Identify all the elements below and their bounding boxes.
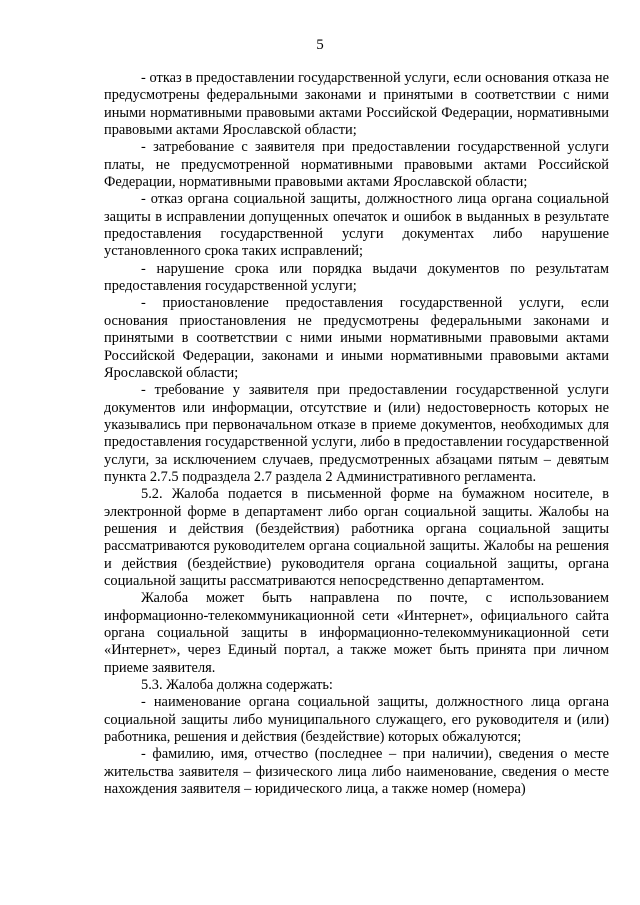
paragraph: - отказ органа социальной защиты, должностного лица органа социальной защиты в исправлении допущенных опечаток и ошибок в выданных в результате предоставления государственной услуги документах либо нарушение установленного срока таких исправлений; (104, 191, 609, 260)
page-number: 5 (316, 37, 324, 53)
paragraph: - приостановление предоставления государственной услуги, если основания приостановления не предусмотрены федеральными законами и принятыми в соответствии с ними иными нормативными правовыми актами Российской Федерации, законами и иными нормативными правовыми актами Ярославской области; (104, 295, 609, 381)
paragraph: - фамилию, имя, отчество (последнее – при наличии), сведения о месте жительства заявителя – физического лица либо наименование, сведения о месте нахождения заявителя – юридического лица, а также номер (номера) (104, 746, 609, 798)
paragraph: - затребование с заявителя при предоставлении государственной услуги платы, не предусмотренной нормативными правовыми актами Российской Федерации, нормативными правовыми актами Ярославской области; (104, 139, 609, 191)
document-body (104, 70, 609, 798)
paragraph: - нарушение срока или порядка выдачи документов по результатам предоставления государственной услуги; (104, 260, 609, 295)
paragraph: - наименование органа социальной защиты, должностного лица органа социальной защиты либо муниципального служащего, его руководителя и (или) работника, решения и действия (бездействие) которых обжалуются; (104, 694, 609, 746)
paragraph: Жалоба может быть направлена по почте, с использованием информационно-телекоммуникационной сети «Интернет», официального сайта органа социальной защиты в информационно-телекоммуникационной сети «Интернет», через Единый портал, а также может быть принята при личном приеме заявителя. (104, 590, 609, 676)
paragraph: - отказ в предоставлении государственной услуги, если основания отказа не предусмотрены федеральными законами и принятыми в соответствии с ними иными нормативными правовыми актами Российской Федерации, нормативными правовыми актами Ярославской области; (104, 70, 609, 139)
paragraph: - требование у заявителя при предоставлении государственной услуги документов или информации, отсутствие и (или) недостоверность которых не указывались при первоначальном отказе в приеме документов, необходимых для предоставления государственной услуги, либо в предоставлении государственной услуги, за исключением случаев, предусмотренных абзацами пятым – девятым пункта 2.7.5 подраздела 2.7 раздела 2 Административного регламента. (104, 382, 609, 485)
paragraph: 5.2. Жалоба подается в письменной форме на бумажном носителе, в электронной форме в департамент либо орган социальной защиты. Жалобы на решения и действия (бездействия) работника органа социальной защиты рассматриваются руководителем органа социальной защиты. Жалобы на решения и действия (бездействие) руководителя органа социальной защиты, органа социальной защиты рассматриваются непосредственно департаментом. (104, 486, 609, 589)
paragraph: 5.3. Жалоба должна содержать: (141, 677, 333, 694)
